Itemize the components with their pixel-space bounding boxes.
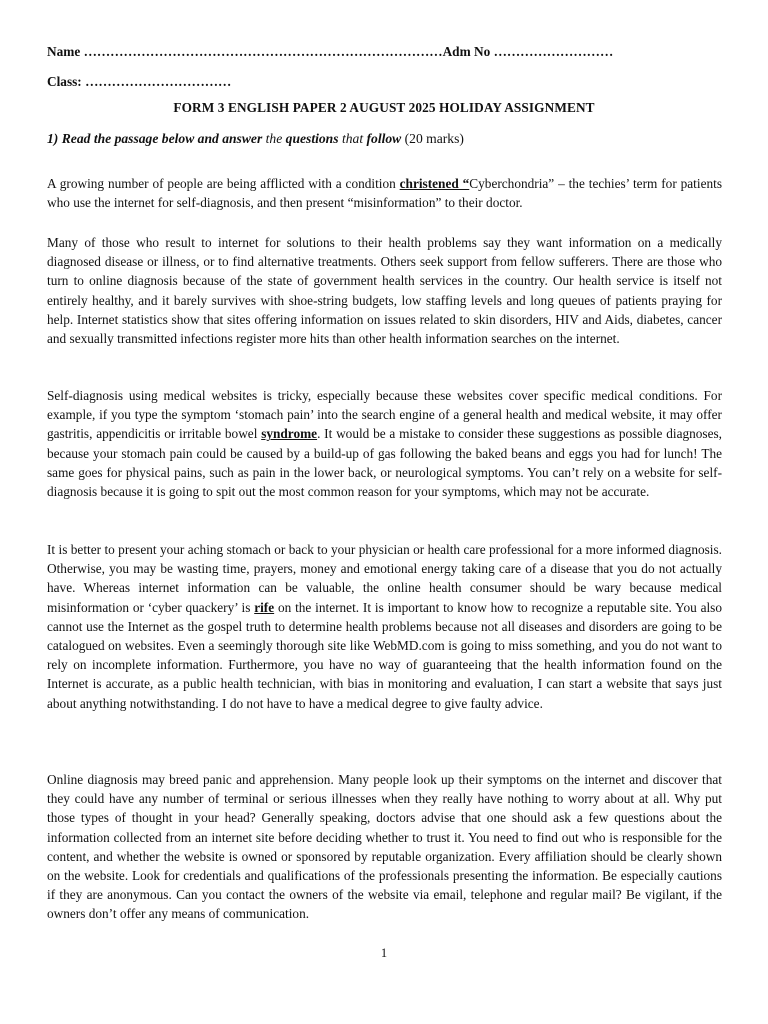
underlined-word-christened: christened “	[399, 176, 470, 191]
name-blank: ………………………………………………………………………	[83, 44, 443, 59]
class-blank: ……………………………	[85, 74, 232, 89]
class-line	[47, 74, 231, 90]
passage-paragraph-5: Online diagnosis may breed panic and apprehension. Many people look up their symptoms on the internet and discover that they could have any number of terminal or serious illnesses when they really have nothing to worry about at all. Why put those types of thought in your head? Generally speaking, doctors advise that one should ask a few questions about the information collected from an internet site before deciding whether to trust it. You need to find out who is responsible for the content, and whether the website is owned or sponsored by reputable organization. Every affiliation should be clearly shown on the website. Look for credentials and qualifications of the professionals presenting the information. Be especially cautions if they are anonymous. Can you contact the owners of the website via email, telephone and regular mail? Be vigilant, if the owners don’t offer any means of communication.	[47, 772, 722, 922]
passage-paragraph-4: It is better to present your aching stomach or back to your physician or health care professional for a more informed diagnosis. Otherwise, you may be wasting time, prayers, money and emotional energy taking care of a disease that you do not actually have. Whereas internet information can be valuable, the online health consumer should be wary because medical misinformation or ‘cyber quackery’ is rife on the internet. It is important to know how to recognize a reputable site. You also cannot use the Internet as the gospel truth to determine health problems because not all diseases and disorders are going to be catalogued on websites. Even a seemingly thorough site like WebMD.com is going to miss something, and you do not want to rely on incomplete information. Furthermore, you have no way of guaranteeing that the health information found on the Internet is accurate, as a public health technician, with bias in monitoring and evaluation, I can start a website that says just about anything notwithstanding. I do not have to have a medical degree to give faulty advice.	[47, 542, 722, 711]
question-instruction: 1) Read the passage below and answer the questions that follow (20 marks)	[47, 131, 464, 146]
name-label: Name	[47, 44, 81, 59]
question-marks: (20 marks)	[401, 131, 464, 146]
passage-paragraph-2: Many of those who result to internet for solutions to their health problems say they want information on a medically diagnosed disease or illness, or to find alternative treatments. Others seek support from fellow sufferers. There are those who turn to online diagnosis because of the state of government health services in the country. Our health service is itself not entirely healthy, and it barely survives with shoe-string budgets, low staffing levels and long queues of patients praying for help. Internet statistics show that sites offering information on issues related to skin disorders, HIV and Aids, diabetes, cancer and sexually transmitted infections register more hits than other health information searches on the internet.	[47, 235, 722, 347]
underlined-word-rife: rife	[254, 599, 275, 615]
adm-blank: ………………………	[493, 44, 614, 59]
underlined-word-syndrome: syndrome	[261, 426, 318, 442]
passage-paragraph-3: Self-diagnosis using medical websites is tricky, especially because these websites cover specific medical conditions. For example, if you type the symptom ‘stomach pain’ into the search engine of a general health and medical website, it may offer gastritis, appendicitis or irritable bowel syndrome. It would be a mistake to consider these suggestions as possible diagnoses, because your stomach pain could be caused by a build-up of gas following the baked beans and eggs you had for lunch! The same goes for physical pains, such as pain in the lower back, or neurological symptoms. You can’t rely on a website for self-diagnosis because it is going to spit out the most common reason for your symptoms, which may not be accurate.	[47, 388, 722, 500]
passage-paragraph-1: A growing number of people are being afflicted with a condition christened “Cyberchondria” – the techies’ term for patients who use the internet for self-diagnosis, and then present “misinformation” to their doctor.	[47, 176, 722, 211]
class-label: Class:	[47, 74, 82, 89]
adm-label: Adm No	[442, 44, 491, 59]
assignment-title: FORM 3 ENGLISH PAPER 2 AUGUST 2025 HOLIDAY ASSIGNMENT	[173, 100, 595, 115]
name-line	[47, 44, 613, 60]
page-number: 1	[380, 946, 388, 960]
